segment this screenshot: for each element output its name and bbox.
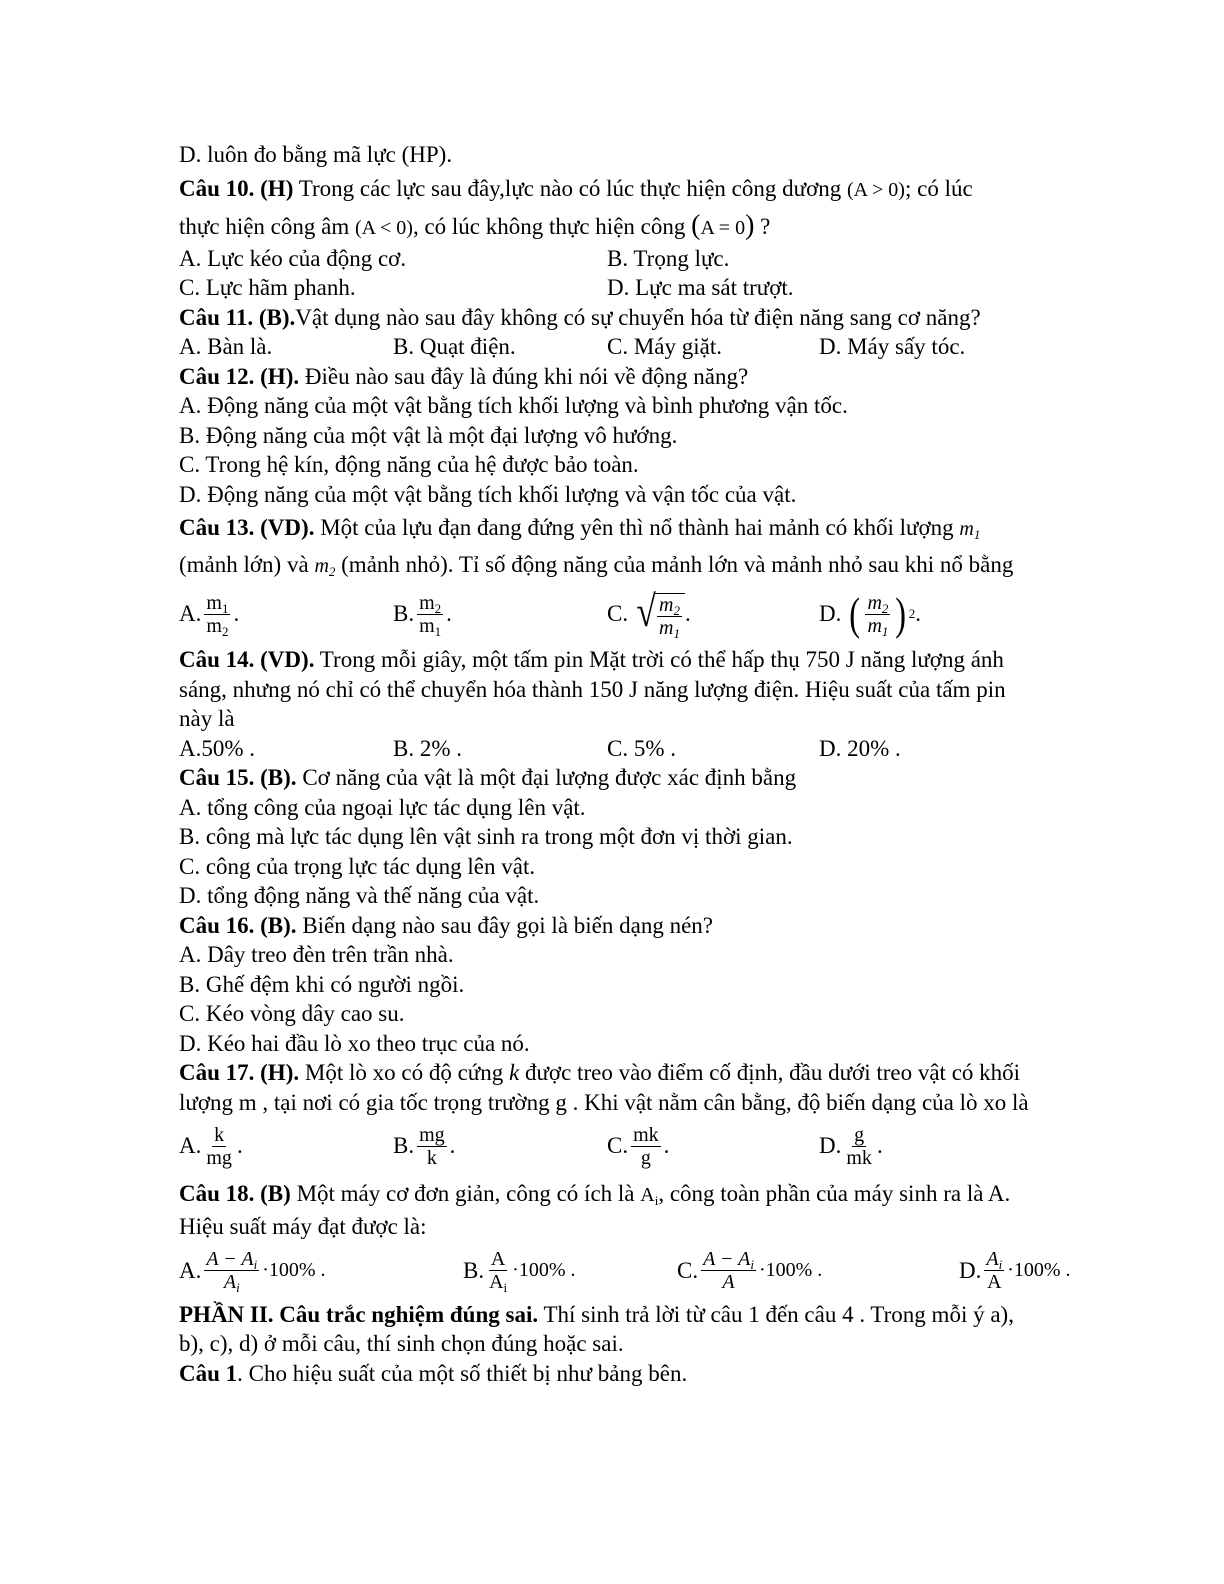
options-row: [179, 332, 1139, 362]
text-line: Hiệu suất máy đạt được là:: [179, 1214, 427, 1239]
question-text: Trong các lực sau đây,lực nào có lúc thực hiện công dương: [293, 175, 848, 201]
question-text: Cơ năng của vật là một đại lượng được xác định bằng: [296, 765, 797, 790]
question-text: Một của lựu đạn đang đứng yên thì nổ thành hai mảnh có khối lượng: [314, 515, 960, 540]
question-label: Câu 13. (VD).: [179, 515, 315, 540]
options-row: [179, 273, 1139, 303]
option-d: D. Máy sấy tóc.: [819, 334, 966, 359]
question-label: Câu 16. (B).: [179, 912, 297, 938]
option-b: B. $\frac{A}{A_i}$ ·100% .: [463, 1248, 576, 1295]
option-d: D. ( $\frac{m_2}{m_1}$ ) 2 .: [819, 588, 921, 639]
question-16: [179, 911, 1139, 941]
text-line: sáng, nhưng nó chỉ có thể chuyển hóa thành 150 J năng lượng điện. Hiệu suất của tấm pin: [179, 676, 1006, 702]
option-c: C. Lực hãm phanh.: [179, 275, 356, 300]
option-a: A. Dây treo đèn trên trần nhà.: [179, 942, 454, 967]
option-c: C. Kéo vòng dây cao su.: [179, 1001, 405, 1026]
option-a: A. $\frac{k}{mg}$ .: [179, 1123, 243, 1169]
question-text: ; có lúc: [904, 175, 973, 201]
option-d: D. Động năng của một vật bằng tích khối lượng và vận tốc của vật.: [179, 481, 797, 507]
option-a: A. Bàn là.: [179, 334, 273, 359]
option-c: C. 5% .: [607, 735, 676, 761]
option-a: A. tổng công của ngoại lực tác dụng lên vật.: [179, 794, 586, 820]
option-b: B. Ghế đệm khi có người ngồi.: [179, 971, 465, 997]
question-label: Câu 11. (B).: [179, 304, 296, 330]
option-d: D. Lực ma sát trượt.: [607, 275, 794, 300]
question-10-cont: thực hiện công âm (A < 0), có lúc không thực hiện công (A = 0) ?: [179, 209, 771, 241]
question-text: , có lúc không thực hiện công: [412, 213, 692, 239]
question-label: Câu 14. (VD).: [179, 647, 315, 672]
option-d: D. $\frac{g}{mk}$ .: [819, 1123, 883, 1169]
option-b: B. 2% .: [393, 735, 462, 761]
question-18: Câu 18. (B) Một máy cơ đơn giản, công có ích là $A_i$, công toàn phần của máy sinh ra là A.: [179, 1181, 1011, 1208]
option-a: A. Động năng của một vật bằng tích khối lượng và bình phương vận tốc.: [179, 393, 848, 418]
question-text: Trong mỗi giây, một tấm pin Mặt trời có thể hấp thụ 750 J năng lượng ánh: [314, 647, 1004, 672]
question-10: [179, 170, 1139, 207]
part-2-heading: PHẦN II. Câu trắc nghiệm đúng sai. Thí sinh trả lời từ câu 1 đến câu 4 . Trong mỗi ý a),: [179, 1301, 1014, 1327]
part-2-question-1: Câu 1. Cho hiệu suất của một số thiết bị như bảng bên.: [179, 1360, 688, 1386]
options-row: [179, 1242, 1139, 1300]
document-page: [179, 140, 1139, 1388]
option-c: C. Máy giặt.: [607, 334, 722, 359]
math-inline: (A < 0): [354, 216, 413, 239]
option-b: B. $\frac{m_2}{m_1}$ .: [393, 591, 452, 639]
option-c: C. $\frac{mk}{g}$ .: [607, 1123, 670, 1169]
option-d: D. 20% .: [819, 735, 901, 761]
options-row: [179, 734, 1139, 764]
option-b: B. Trọng lực.: [607, 245, 730, 271]
question-label: Câu 15. (B).: [179, 765, 297, 790]
text-line: b), c), d) ở mỗi câu, thí sinh chọn đúng hoặc sai.: [179, 1331, 624, 1356]
option-c: C. $\frac{A - A_i}{A}$ ·100% .: [677, 1248, 823, 1293]
question-11: [179, 303, 1139, 333]
question-text: Biến dạng nào sau đây gọi là biến dạng nén?: [296, 912, 713, 938]
option-d: D. Kéo hai đầu lò xo theo trục của nó.: [179, 1030, 530, 1056]
option-b: B. Quạt điện.: [393, 334, 516, 359]
text-line: lượng m , tại nơi có gia tốc trọng trường g . Khi vật nằm cân bằng, độ biến dạng của lò xo là: [179, 1089, 1029, 1115]
text-line: này là: [179, 706, 235, 731]
option-c: C. Trong hệ kín, động năng của hệ được bảo toàn.: [179, 452, 639, 477]
options-row: [179, 583, 1139, 645]
option-d: D. tổng động năng và thế năng của vật.: [179, 883, 540, 908]
option-a: A.50% .: [179, 735, 256, 761]
question-13: Câu 13. (VD). Một của lựu đạn đang đứng yên thì nổ thành hai mảnh có khối lượng $m_1$: [179, 515, 981, 542]
option-a: A. $\frac{A - A_i}{A_i}$ ·100% .: [179, 1248, 326, 1295]
question-13-cont: (mảnh lớn) và $m_2$ (mảnh nhỏ). Tỉ số động năng của mảnh lớn và mảnh nhỏ sau khi nổ bằng: [179, 552, 1014, 579]
question-label: Câu 18. (B): [179, 1181, 291, 1206]
option-d: D. $\frac{A_i}{A}$ ·100% .: [959, 1248, 1071, 1293]
question-label: Câu 12. (H).: [179, 363, 300, 389]
question-17: Câu 17. (H). Một lò xo có độ cứng k được treo vào điểm cố định, đầu dưới treo vật có khối: [179, 1060, 1021, 1085]
question-text: thực hiện công âm: [179, 213, 355, 239]
question-12: [179, 362, 1139, 392]
question-label: Câu 10. (H): [179, 175, 294, 201]
question-label: Câu 1: [179, 1360, 238, 1386]
text-line: D. luôn đo bằng mã lực (HP).: [179, 142, 453, 167]
option-b: B. Động năng của một vật là một đại lượng vô hướng.: [179, 422, 678, 448]
option-a: A. $\frac{m_1}{m_2}$ .: [179, 591, 240, 639]
option-a: A. Lực kéo của động cơ.: [179, 245, 407, 271]
math-inline: (A > 0): [847, 178, 905, 201]
question-text: Vật dụng nào sau đây không có sự chuyển hóa từ điện năng sang cơ năng?: [295, 304, 981, 330]
question-14: [179, 645, 1139, 675]
options-row: [179, 1117, 1139, 1175]
option-c: C. công của trọng lực tác dụng lên vật.: [179, 853, 536, 879]
option-b: B. công mà lực tác dụng lên vật sinh ra trong một đơn vị thời gian.: [179, 824, 793, 849]
option-b: B. $\frac{mg}{k}$ .: [393, 1123, 456, 1169]
section-label: PHẦN II. Câu trắc nghiệm đúng sai.: [179, 1301, 539, 1327]
question-15: [179, 763, 1139, 793]
options-row: [179, 244, 1139, 274]
math-inline: A = 0: [700, 216, 746, 239]
question-text: Điều nào sau đây là đúng khi nói về động năng?: [299, 363, 749, 389]
option-c: C. √ $\frac{m_2}{m_1}$ .: [607, 587, 691, 641]
question-label: Câu 17. (H).: [179, 1060, 300, 1085]
